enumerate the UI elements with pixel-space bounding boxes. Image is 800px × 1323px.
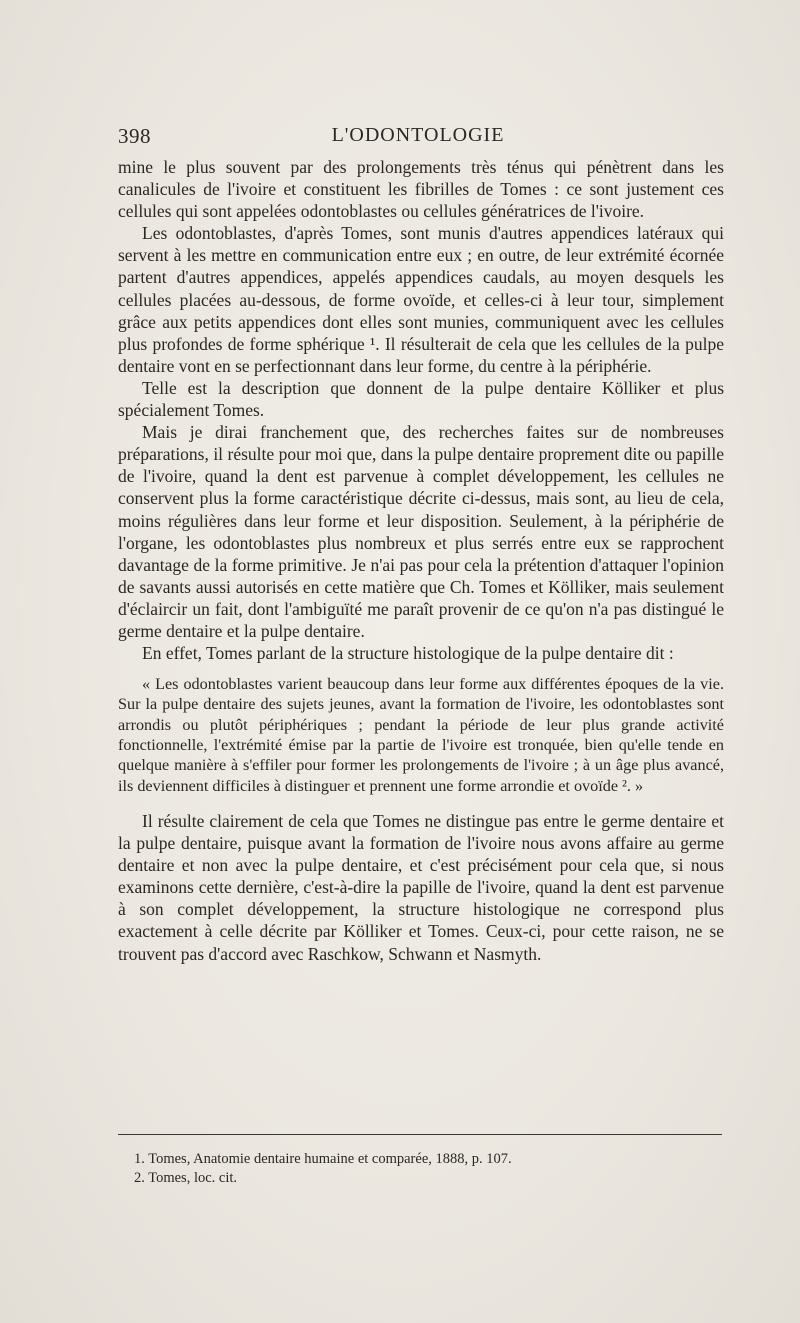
body-text — [118, 156, 724, 965]
footnote-rule — [118, 1134, 722, 1135]
paragraph-5: En effet, Tomes parlant de la structure histologique de la pulpe dentaire dit : — [142, 643, 674, 664]
footnote-2: 2. Tomes, loc. cit. — [134, 1170, 238, 1186]
page-number: 398 — [118, 124, 151, 148]
paragraph-1: mine le plus souvent par des prolongements très ténus qui pénètrent dans les canalicules de l'ivoire et constituent les fibrilles de Tomes : ce sont justement ces cellules qui sont appelées odontoblastes ou cellules génératrices de l'ivoire. — [118, 157, 724, 222]
footnote-1: 1. Tomes, Anatomie dentaire humaine et comparée, 1888, p. 107. — [134, 1151, 512, 1167]
footnotes — [134, 1150, 714, 1188]
closing-paragraph: Il résulte clairement de cela que Tomes ne distingue pas entre le germe dentaire et la pulpe dentaire, puisque avant la formation de l'ivoire nous avons affaire au germe dentaire et non avec la pulpe dentaire, et c'est précisément pour cela que, si nous examinons cette dernière, c'est-à-dire la papille de l'ivoire, quand la dent est parvenue à son complet développement, la structure histologique ne correspond plus exactement à celle décrite par Kölliker et Tomes. Ceux-ci, pour cette raison, ne se trouvent pas d'accord avec Raschkow, Schwann et Nasmyth. — [118, 810, 724, 964]
paragraph-2: Les odontoblastes, d'après Tomes, sont munis d'autres appendices latéraux qui servent à les mettre en communication entre eux ; en outre, de leur extrémité écornée partent d'autres appendices, appelés appendices caudals, au moyen desquels les cellules placées au-dessous, de forme ovoïde, et celles-ci à leur tour, simplement grâce aux petits appendices dont elles sont munies, communiquent avec les cellules plus profondes de forme sphérique ¹. Il résulterait de cela que les cellules de la pulpe dentaire vont en se perfectionnant dans leur forme, du centre à la périphérie. — [118, 223, 724, 376]
block-quote: « Les odontoblastes varient beaucoup dans leur forme aux différentes époques de la vie. Sur la pulpe dentaire des sujets jeunes, avant la formation de l'ivoire, les odontoblastes sont arrondis ou plutôt périphériques ; pendant la période de leur plus grande activité fonctionnelle, l'extrémité émise par la partie de l'ivoire est tronquée, bien qu'elle tende en quelque manière à s'effiler pour former les prolongements de l'ivoire ; à un âge plus avancé, ils deviennent difficiles à distinguer et prennent une forme arrondie et ovoïde ². » — [118, 675, 724, 795]
paragraph-4: Mais je dirai franchement que, des recherches faites sur de nombreuses préparations, il résulte pour moi que, dans la pulpe dentaire proprement dite ou papille de l'ivoire, quand la dent est parvenue à complet développement, les cellules ne conservent plus la forme caractéristique décrite ci-dessus, mais sont, au lieu de cela, moins régulières dans leur forme et leur disposition. Seulement, à la périphérie de l'organe, les odontoblastes plus nombreux et plus serrés entre eux se rapprochent davantage de la forme primitive. Je n'ai pas pour cela la prétention d'attaquer l'opinion de savants aussi autorisés en cette matière que Ch. Tomes et Kölliker, mais seulement d'éclaircir un fait, dont l'ambiguïté me paraît provenir de ce qu'on n'a pas distingué le germe dentaire et la pulpe dentaire. — [118, 422, 724, 641]
page-header — [118, 124, 718, 150]
running-title: L'ODONTOLOGIE — [331, 124, 505, 146]
paragraph-3: Telle est la description que donnent de la pulpe dentaire Kölliker et plus spécialement Tomes. — [118, 377, 724, 421]
